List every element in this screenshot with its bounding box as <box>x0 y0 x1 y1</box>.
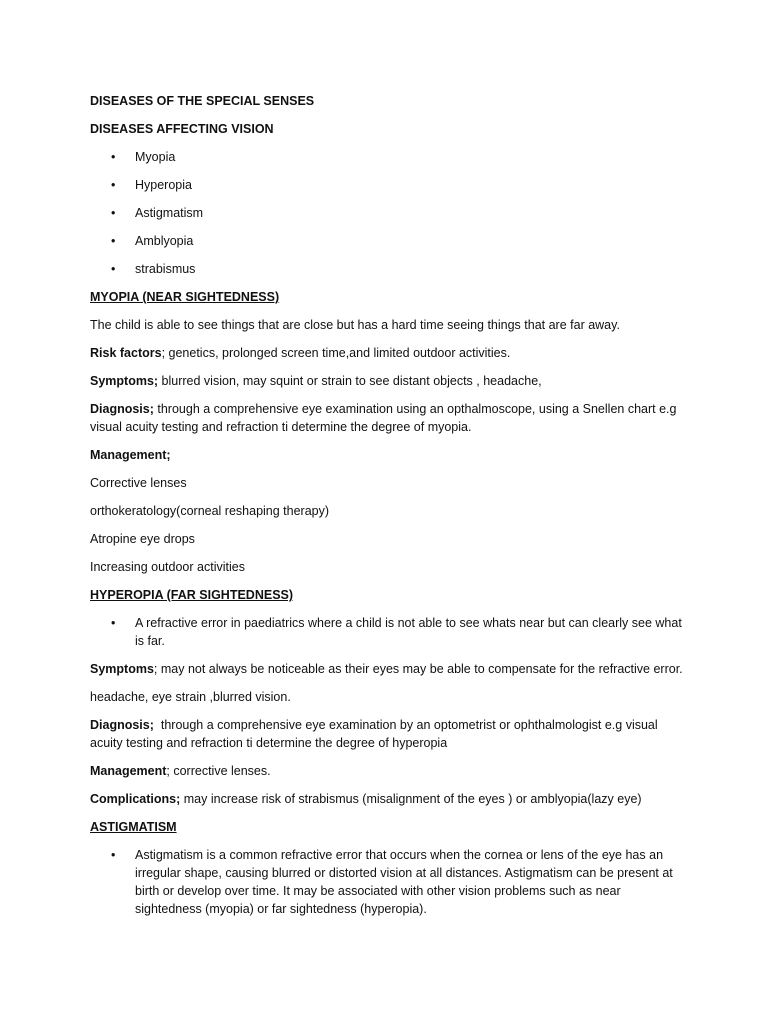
bullet-icon: • <box>111 178 116 192</box>
hyperopia-heading: HYPEROPIA (FAR SIGHTEDNESS) <box>90 588 294 602</box>
bullet-icon: • <box>111 150 116 164</box>
list-item <box>90 614 690 650</box>
list-item-label: Hyperopia <box>135 178 192 192</box>
symptoms-label: Symptoms <box>90 662 154 676</box>
diagnosis-label: Diagnosis; <box>90 718 154 732</box>
hyperopia-diagnosis <box>90 716 690 752</box>
risk-factors-label: Risk factors <box>90 346 162 360</box>
list-item <box>90 204 690 222</box>
hyperopia-definition: A refractive error in paediatrics where a child is not able to see whats near but can clearly see what is far. <box>135 616 682 648</box>
symptoms-label: Symptoms; <box>90 374 159 388</box>
hyperopia-symptoms <box>90 660 690 678</box>
astigmatism-definition-list <box>90 846 690 918</box>
vision-diseases-list <box>90 148 690 278</box>
management-item: Increasing outdoor activities <box>90 560 245 574</box>
astigmatism-heading: ASTIGMATISM <box>90 820 177 834</box>
astigmatism-definition: Astigmatism is a common refractive error that occurs when the cornea or lens of the eye has an irregular shape, causing blurred or distorted vision at all distances. Astigmatism can be present at birth or develop over time. It may be associated with other vision problems such as near sightedness (myopia) or far sightedness (hyperopia). <box>135 848 673 916</box>
list-item-label: Myopia <box>135 150 176 164</box>
myopia-definition: The child is able to see things that are close but has a hard time seeing things that are far away. <box>90 318 620 332</box>
myopia-heading: MYOPIA (NEAR SIGHTEDNESS) <box>90 290 280 304</box>
list-item <box>90 260 690 278</box>
myopia-diagnosis <box>90 400 690 436</box>
diagnosis-text: through a comprehensive eye examination by an optometrist or ophthalmologist e.g visual acuity testing and refraction ti determine the degree of hyperopia <box>90 718 662 750</box>
complications-text: may increase risk of strabismus (misalignment of the eyes ) or amblyopia(lazy eye) <box>180 792 642 806</box>
management-text: ; corrective lenses. <box>166 764 271 778</box>
hyperopia-symptoms-extra: headache, eye strain ,blurred vision. <box>90 690 291 704</box>
bullet-icon: • <box>111 616 116 630</box>
hyperopia-definition-list <box>90 614 690 650</box>
management-label: Management <box>90 764 167 778</box>
risk-factors-text: ; genetics, prolonged screen time,and limited outdoor activities. <box>161 346 511 360</box>
bullet-icon: • <box>111 848 116 862</box>
list-item <box>90 148 690 166</box>
bullet-icon: • <box>111 234 116 248</box>
list-item-label: Astigmatism <box>135 206 204 220</box>
list-item <box>90 176 690 194</box>
diagnosis-label: Diagnosis; <box>90 402 154 416</box>
management-item: orthokeratology(corneal reshaping therapy) <box>90 504 330 518</box>
complications-label: Complications; <box>90 792 181 806</box>
bullet-icon: • <box>111 206 116 220</box>
symptoms-text: blurred vision, may squint or strain to see distant objects , headache, <box>158 374 542 388</box>
hyperopia-management <box>90 762 690 780</box>
hyperopia-complications <box>90 790 690 808</box>
list-item <box>90 232 690 250</box>
bullet-icon: • <box>111 262 116 276</box>
document-subtitle: DISEASES AFFECTING VISION <box>90 122 274 136</box>
myopia-risk-factors <box>90 344 690 362</box>
diagnosis-text: through a comprehensive eye examination using an opthalmoscope, using a Snellen chart e.g visual acuity testing and refraction ti determine the degree of myopia. <box>90 402 677 434</box>
list-item <box>90 846 690 918</box>
management-item: Atropine eye drops <box>90 532 195 546</box>
document-title: DISEASES OF THE SPECIAL SENSES <box>90 94 315 108</box>
myopia-symptoms <box>90 372 690 390</box>
list-item-label: strabismus <box>135 262 196 276</box>
symptoms-text: ; may not always be noticeable as their eyes may be able to compensate for the refractive error. <box>153 662 683 676</box>
document-page <box>90 92 690 928</box>
list-item-label: Amblyopia <box>135 234 194 248</box>
management-item: Corrective lenses <box>90 476 187 490</box>
myopia-management-label: Management; <box>90 448 171 462</box>
